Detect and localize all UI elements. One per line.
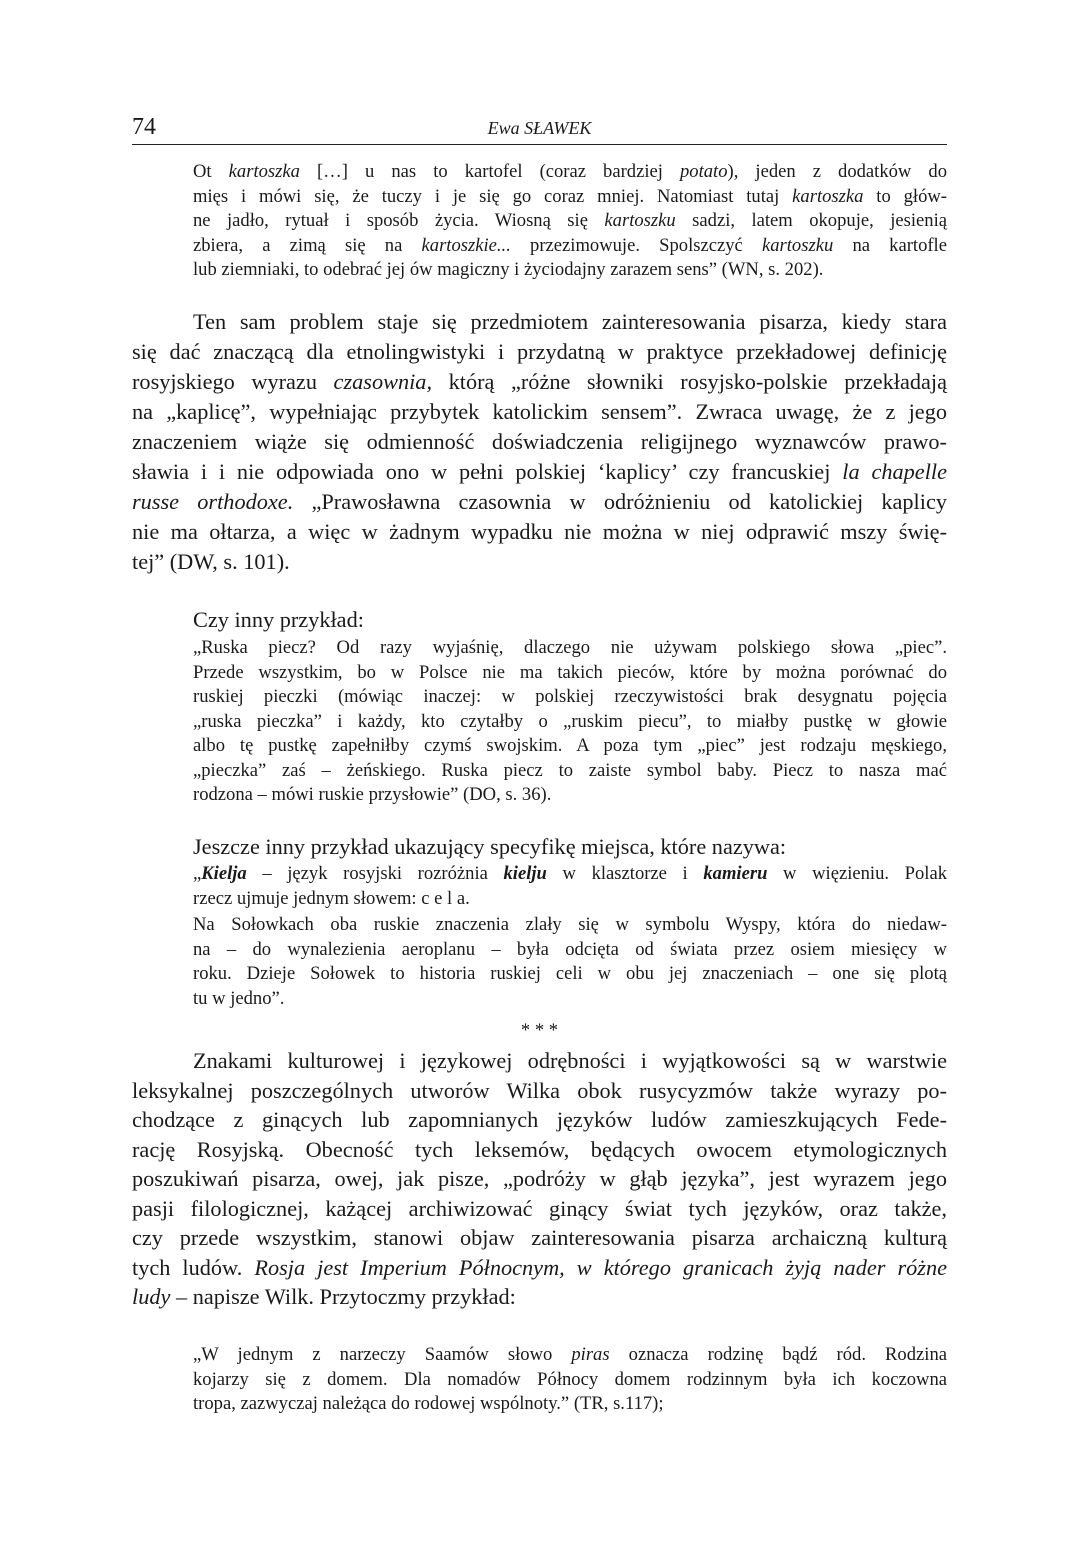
emphasized-text: kartoszku [761,234,834,256]
emphasized-text: la chapelle [842,459,947,484]
text-segment: tu w jedno”. [193,987,285,1009]
text-line [132,517,947,547]
running-header [132,112,947,145]
text-line [193,938,947,963]
text-segment: roku. Dzieje Sołowek to historia ruskiej celi w obu jej znaczeniach – one się plotą [193,963,947,984]
text-line [193,862,947,887]
text-line [132,367,947,397]
text-segment: * * * [520,1020,559,1041]
text-line [132,397,947,427]
text-line [193,783,947,808]
body-paragraph [132,832,947,862]
running-header-author: Ewa SŁAWEK [487,118,592,138]
emphasized-text: Kielja [201,863,247,884]
text-segment: ne jadło, rytuał i sposób życia. Wiosną się [193,210,605,231]
text-segment: „Ruska piecz? Od razy wyjaśnię, dlaczego nie używam polskiego słowa „piec”. [193,637,947,658]
text-line [132,1019,947,1043]
text-segment: którą „różne słowniki rosyjsko-polskie przekładają [432,369,947,394]
text-segment: „ [193,863,202,884]
emphasized-text: russe orthodoxe. [132,489,294,514]
text-line [193,913,947,938]
text-segment: rację Rosyjską. Obecność tych leksemów, będących owocem etymologicznych [132,1136,947,1162]
text-segment: zbiera, a zimą się na [193,234,422,256]
text-segment: rosyjskiego wyrazu [132,369,334,394]
body-paragraph [132,307,947,577]
emphasized-text: kartoszka [792,185,864,207]
text-line [193,185,947,210]
text-line [132,337,947,367]
text-segment: lub ziemniaki, to odebrać jej ów magiczny i życiodajny zarazem sens” (WN, s. 202). [193,259,824,280]
text-segment: Znakami kulturowej i językowej odrębności i wyjątkowości są w warstwie [193,1048,947,1073]
text-line [193,1368,947,1393]
section-separator [132,1019,947,1043]
text-segment: Ten sam problem staje się przedmiotem zainteresowania pisarza, kiedy stara [193,309,947,334]
text-line [132,1164,947,1194]
emphasized-text: ludy [132,1284,171,1309]
emphasized-text: piras [571,1344,610,1365]
text-line [193,1392,947,1417]
text-line [193,759,947,784]
text-line [132,1076,947,1106]
text-segment: oznacza rodzinę bądź ród. Rodzina [609,1344,947,1365]
emphasized-text: kartoszku [604,210,676,231]
text-line [193,734,947,759]
body-paragraph [132,605,947,635]
text-line [132,832,947,862]
text-line [193,1343,947,1368]
text-line [193,636,947,661]
text-segment: sadzi, latem okopuje, jesienią [675,210,947,231]
text-segment: czy przede wszystkim, stanowi objaw zainteresowania pisarza archaiczną kulturą [132,1225,947,1250]
text-segment: rodzona – mówi ruskie przysłowie” (DO, s. 36). [193,784,552,805]
block-quote [193,1343,947,1417]
text-segment: tej” (DW, s. 101). [132,549,290,574]
text-segment: Ot [193,161,229,182]
text-segment: to głów- [863,185,947,207]
page-number: 74 [132,114,156,140]
text-line [132,1253,947,1283]
text-line [132,1223,947,1253]
text-line [193,160,947,185]
text-line [132,1194,947,1224]
text-segment: przezimowuje. Spolszczyć [510,234,762,256]
text-segment: w więzieniu. Polak [767,863,948,884]
text-segment: – język rosyjski rozróżnia [246,863,504,884]
text-segment: „W jednym z narzeczy Saamów słowo [193,1344,572,1365]
text-line [132,1282,947,1312]
emphasized-text: kielju [503,863,547,884]
text-segment: na kartofle [833,234,947,256]
text-segment: Jeszcze inny przykład ukazujący specyfikę miejsca, które nazywa: [193,834,787,859]
body-paragraph [132,1046,947,1312]
block-quote [193,160,947,283]
text-line [193,258,947,283]
text-segment: mięs i mówi się, że tuczy i je się go coraz mniej. Natomiast tutaj [193,185,793,207]
text-line [193,209,947,234]
text-segment: „pieczka” zaś – żeńskiego. Ruska piecz to zaiste symbol baby. Piecz to nasza mać [193,759,947,781]
emphasized-text: Rosja jest Imperium Północnym, w którego granicach żyją nader różne [254,1254,947,1280]
text-segment: tropa, zazwyczaj należąca do rodowej wspólnoty.” (TR, s.117); [193,1393,664,1414]
text-segment: tych ludów. [132,1254,255,1280]
text-segment: ruskiej pieczki (mówiąc inaczej: w polskiej rzeczywistości brak desygnatu pojęcia [193,686,947,707]
text-line [132,457,947,487]
text-line [132,427,947,457]
text-line [132,605,947,635]
text-segment: ), jeden z dodatków do [727,161,947,182]
text-line [132,1135,947,1165]
text-segment: […] u nas to kartofel (coraz bardziej [299,161,680,182]
text-line [193,234,947,259]
text-segment: sławia i i nie odpowiada ono w pełni polskiej ‘kaplicy’ czy francuskiej [132,459,843,484]
block-quote [193,913,947,1011]
text-segment: Czy inny przykład: [193,607,364,632]
emphasized-text: kamieru [703,863,768,884]
block-quote [193,862,947,911]
text-segment: albo tę pustkę zapełniłby czymś swojskim. A poza tym „piec” jest rodzaju męskiego, [193,735,947,756]
text-segment: Przede wszystkim, bo w Polsce nie ma takich pieców, które by można porównać do [193,661,947,683]
text-segment: pasji filologicznej, każącej archiwizować ginący świat tych języków, oraz także, [132,1195,947,1221]
text-segment: na „kaplicę”, wypełniając przybytek katolickim sensem”. Zwraca uwagę, że z jego [132,399,947,424]
emphasized-text: potato [679,161,728,182]
emphasized-text: czasownia, [333,369,433,394]
text-segment: chodzące z ginących lub zapomnianych języków ludów zamieszkujących Fede- [132,1107,947,1132]
text-line [132,487,947,517]
text-line [193,887,947,912]
text-segment: poszukiwań pisarza, owej, jak pisze, „podróży w głąb języka”, jest wyrazem jego [132,1166,947,1191]
text-line [132,1105,947,1135]
text-segment: leksykalnej poszczególnych utworów Wilka obok rusycyzmów także wyrazy po- [132,1077,947,1103]
text-segment: „ruska pieczka” i każdy, kto czytałby o „ruskim piecu”, to miałby pustkę w głowie [193,710,947,732]
text-line [193,685,947,710]
text-segment: się dać znaczącą dla etnolingwistyki i przydatną w praktyce przekładowej definicję [132,339,947,364]
text-segment: znaczeniem wiąże się odmienność doświadczenia religijnego wyznawców prawo- [132,429,947,454]
text-line [193,661,947,686]
text-line [132,547,947,577]
emphasized-text: kartoszka [228,161,300,182]
text-segment: Na Sołowkach oba ruskie znaczenia zlały się w symbolu Wyspy, która do niedaw- [193,914,947,935]
text-segment: nie ma ołtarza, a więc w żadnym wypadku nie można w niej odprawić mszy świę- [132,519,947,544]
text-segment: – napisze Wilk. Przytoczmy przykład: [170,1284,516,1309]
text-segment: rzecz ujmuje jednym słowem: c e l a. [193,887,470,909]
text-line [193,987,947,1012]
text-segment: kojarzy się z domem. Dla nomadów Północy domem rodzinnym była ich koczowna [193,1368,947,1390]
text-line [132,1046,947,1076]
text-segment: na – do wynalezienia aeroplanu – była odcięta od świata przez osiem miesięcy w [193,938,947,960]
text-line [132,307,947,337]
emphasized-text: kartoszkie... [421,234,511,256]
text-segment: „Prawosławna czasownia w odróżnieniu od katolickiej kaplicy [293,489,947,514]
text-segment: w klasztorze i [546,863,704,884]
text-line [193,710,947,735]
block-quote [193,636,947,808]
text-line [193,962,947,987]
